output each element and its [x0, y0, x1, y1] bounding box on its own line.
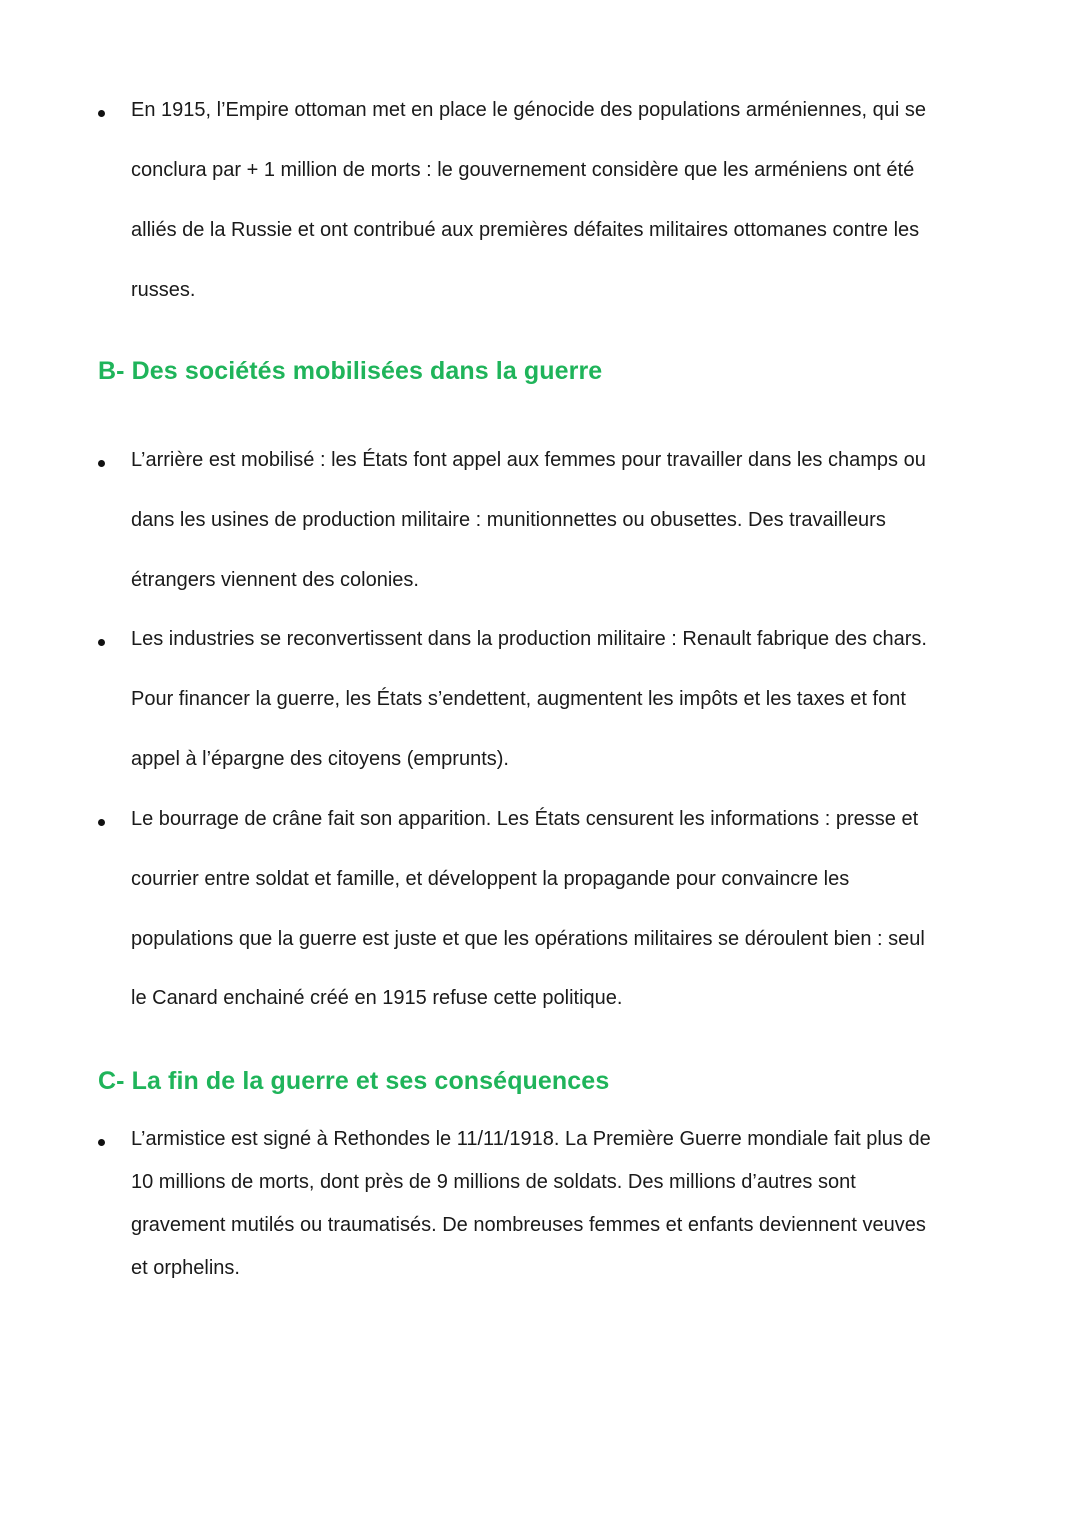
text-line: L’arrière est mobilisé : les États font appel aux femmes pour travailler dans les champs ou — [131, 449, 926, 471]
text-line: le Canard enchainé créé en 1915 refuse cette politique. — [131, 987, 623, 1009]
text-line: étrangers viennent des colonies. — [131, 569, 419, 591]
text-line: En 1915, l’Empire ottoman met en place le génocide des populations arméniennes, qui se — [131, 99, 926, 121]
bullet-icon — [98, 1139, 105, 1146]
text-line: conclura par + 1 million de morts : le gouvernement considère que les arméniens ont été — [131, 159, 915, 181]
bullet-icon — [98, 639, 105, 646]
section-heading: C- La fin de la guerre et ses conséquences — [98, 1067, 610, 1095]
text-line: Les industries se reconvertissent dans la production militaire : Renault fabrique des chars. — [131, 628, 927, 650]
bullet-icon — [98, 460, 105, 467]
text-line: gravement mutilés ou traumatisés. De nombreuses femmes et enfants deviennent veuves — [131, 1214, 926, 1236]
text-line: alliés de la Russie et ont contribué aux premières défaites militaires ottomanes contre les — [131, 219, 920, 241]
text-line: appel à l’épargne des citoyens (emprunts). — [131, 748, 509, 770]
text-line: 10 millions de morts, dont près de 9 millions de soldats. Des millions d’autres sont — [131, 1171, 856, 1193]
text-line: courrier entre soldat et famille, et développent la propagande pour convaincre les — [131, 868, 850, 890]
bullet-icon — [98, 110, 105, 117]
section-heading: B- Des sociétés mobilisées dans la guerre — [98, 357, 603, 385]
text-line: dans les usines de production militaire : munitionnettes ou obusettes. Des travailleurs — [131, 509, 886, 531]
text-line: et orphelins. — [131, 1257, 240, 1279]
bullet-icon — [98, 819, 105, 826]
text-line: populations que la guerre est juste et que les opérations militaires se déroulent bien : seul — [131, 928, 925, 950]
text-line: L’armistice est signé à Rethondes le 11/11/1918. La Première Guerre mondiale fait plus de — [131, 1128, 931, 1150]
text-line: russes. — [131, 279, 196, 301]
text-line: Pour financer la guerre, les États s’endettent, augmentent les impôts et les taxes et font — [131, 688, 906, 710]
text-line: Le bourrage de crâne fait son apparition. Les États censurent les informations : presse et — [131, 808, 919, 830]
